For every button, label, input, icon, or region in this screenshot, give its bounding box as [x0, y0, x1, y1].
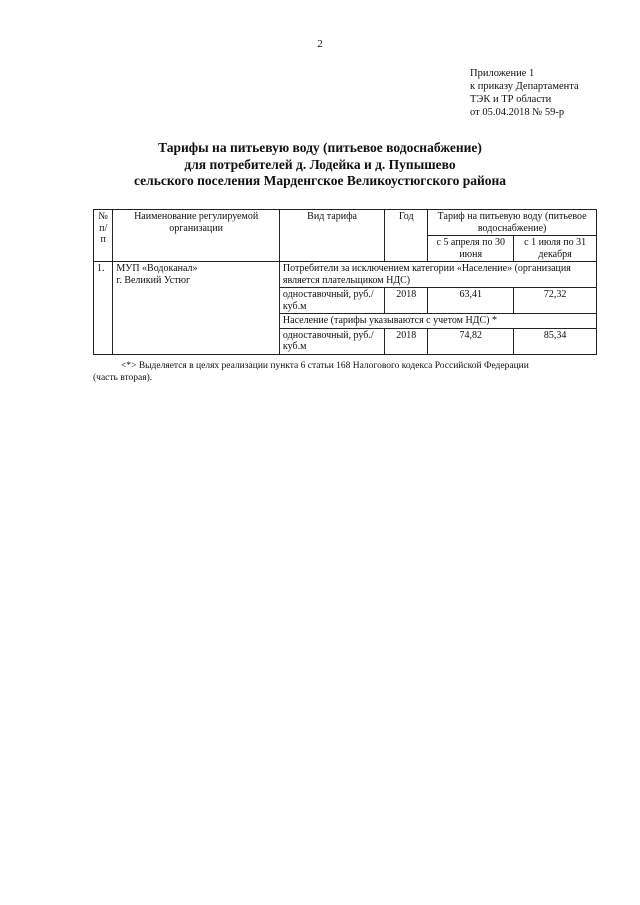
year-cell: 2018	[385, 328, 428, 354]
tariff-value-cell: 85,34	[514, 328, 597, 354]
table-header-row	[94, 210, 597, 236]
header-year: Год	[385, 210, 428, 262]
organization-city: г. Великий Устюг	[116, 274, 191, 286]
footnote	[93, 360, 563, 384]
appendix-line: Приложение 1	[470, 68, 535, 79]
page-number: 2	[317, 38, 323, 50]
header-organization: Наименование регулируемой организации	[113, 210, 280, 262]
header-number: № п/п	[94, 210, 113, 262]
title-line: сельского поселения Марденгское Великоустюгского района	[133, 173, 507, 188]
header-tariff-type: Вид тарифа	[279, 210, 384, 262]
consumer-group-1: Потребители за исключением категории «Население» (организация является плательщиком НДС)	[279, 262, 596, 288]
document-title	[0, 140, 640, 190]
appendix-line: ТЭК и ТР области	[470, 94, 552, 105]
year-cell: 2018	[385, 288, 428, 314]
tariff-value-cell: 72,32	[514, 288, 597, 314]
footnote-line: <*> Выделяется в целях реализации пункта 6 статьи 168 Налогового кодекса Российской Федерации	[121, 361, 529, 371]
table-row	[94, 262, 597, 288]
tariff-value-cell: 63,41	[428, 288, 514, 314]
consumer-group-2: Население (тарифы указываются с учетом НДС) *	[279, 314, 596, 329]
appendix-line: к приказу Департамента	[470, 81, 579, 92]
appendix-line: от 05.04.2018 № 59-р	[470, 107, 565, 118]
header-tariff: Тариф на питьевую воду (питьевое водоснабжение)	[428, 210, 597, 236]
title-line: для потребителей д. Лодейка и д. Пупышево	[184, 156, 456, 172]
footnote-line: (часть вторая).	[93, 373, 153, 383]
organization-cell	[113, 262, 280, 355]
row-number: 1.	[94, 262, 113, 355]
header-period-1: с 5 апреля по 30 июня	[428, 236, 514, 262]
header-period-2: с 1 июля по 31 декабря	[514, 236, 597, 262]
title-line: Тарифы на питьевую воду (питьевое водоснабжение)	[158, 140, 482, 155]
appendix-reference	[470, 67, 579, 119]
tariff-type-cell: одноставочный, руб./куб.м	[279, 288, 384, 314]
tariff-value-cell: 74,82	[428, 328, 514, 354]
tariff-type-cell: одноставочный, руб./куб.м	[279, 328, 384, 354]
organization-name: МУП «Водоканал»	[116, 263, 198, 274]
tariff-table	[93, 209, 597, 355]
